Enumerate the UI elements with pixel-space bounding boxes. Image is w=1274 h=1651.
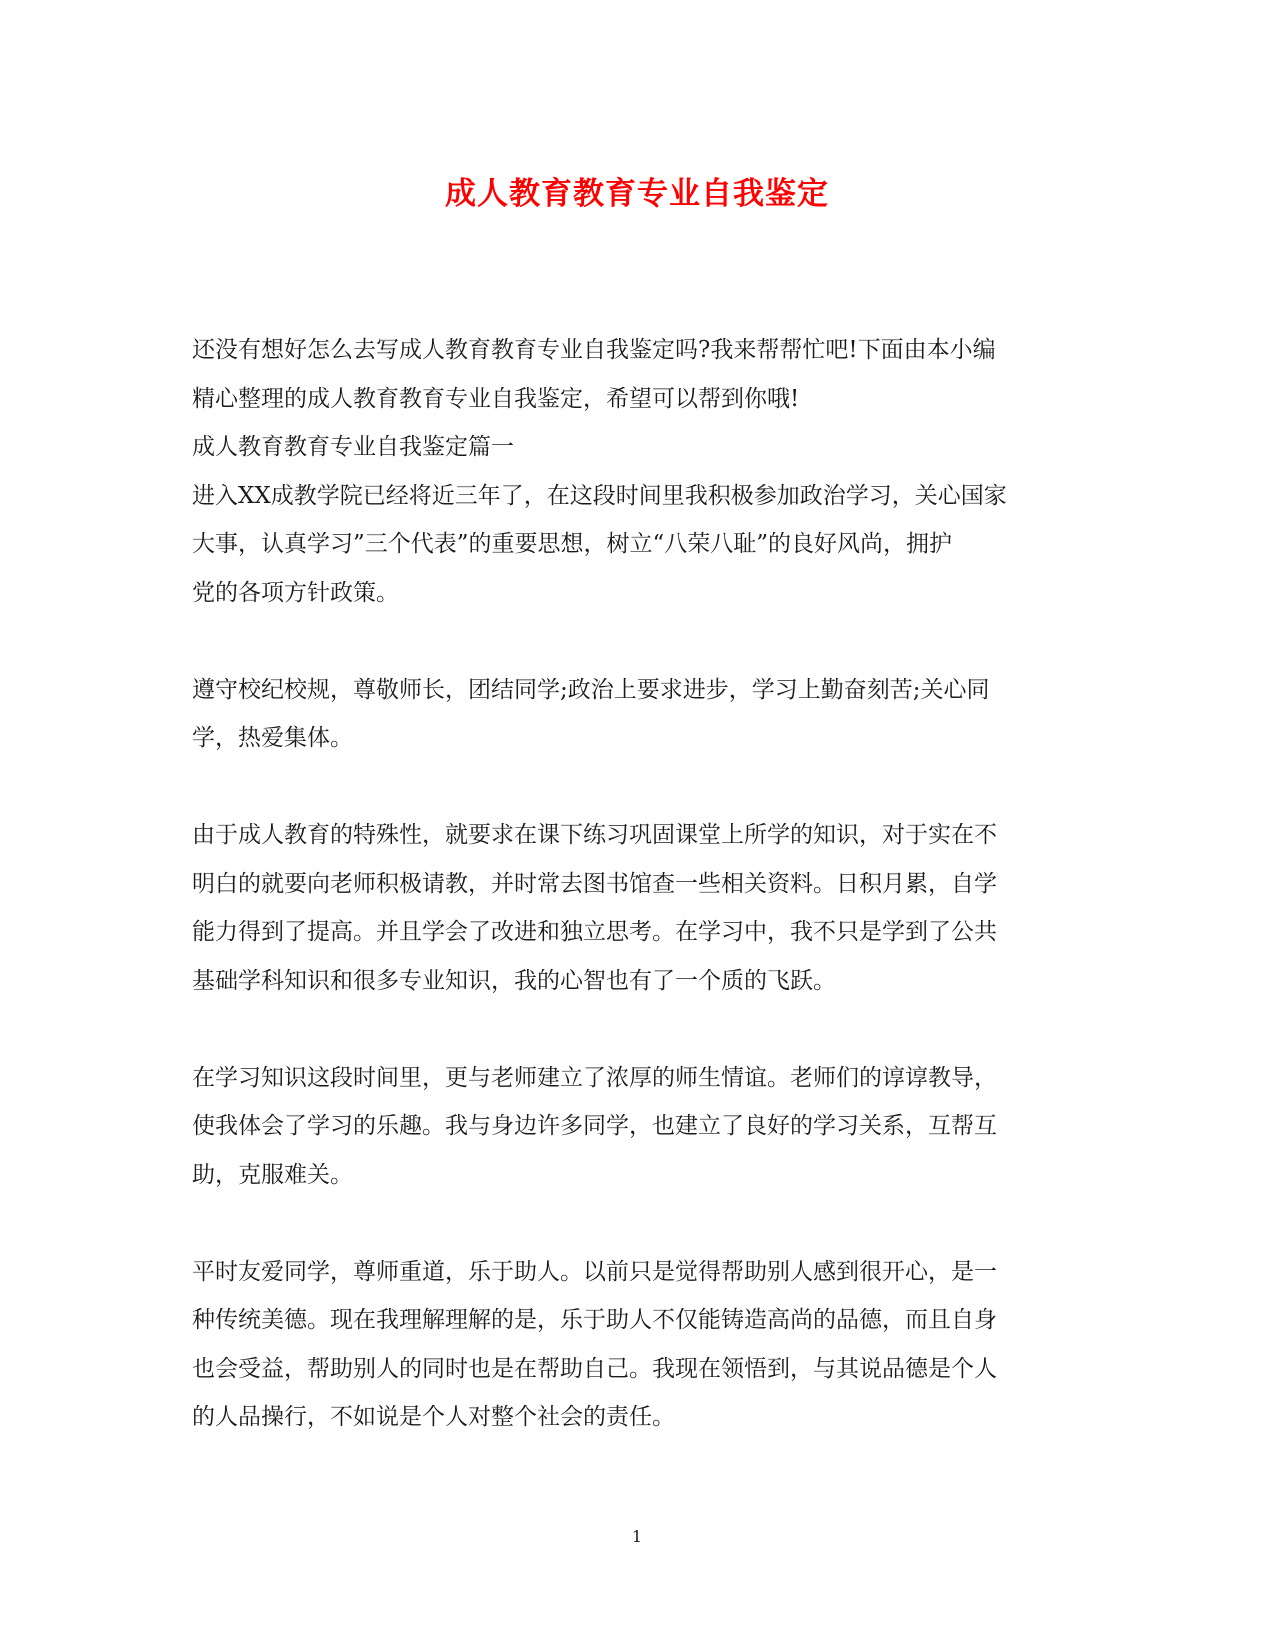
page-number: 1	[631, 1527, 643, 1546]
section-heading: 成人教育教育专业自我鉴定篇一	[192, 434, 514, 460]
paragraph-line: 遵守校纪校规，尊敬师长，团结同学;政治上要求进步，学习上勤奋刻苦;关心同	[192, 676, 990, 703]
paragraph-line: 的人品操行，不如说是个人对整个社会的责任。	[192, 1404, 675, 1430]
paragraph-gap	[192, 1005, 1072, 1054]
paragraph-gap	[192, 763, 1072, 812]
paragraph-line: 平时友爱同学，尊师重道，乐于助人。以前只是觉得帮助别人感到很开心，是一	[192, 1258, 997, 1285]
intro-line: 还没有想好怎么去写成人教育教育专业自我鉴定吗?我来帮帮忙吧!下面由本小编	[192, 337, 996, 363]
paragraph-line: 大事，认真学习”三个代表”的重要思想，树立“八荣八耻”的良好风尚，拥护	[192, 531, 953, 557]
paragraph-line: 学，热爱集体。	[192, 725, 353, 751]
paragraph-line: 由于成人教育的特殊性，就要求在课下练习巩固课堂上所学的知识，对于实在不	[192, 822, 997, 848]
paragraph-line: 在学习知识这段时间里，更与老师建立了浓厚的师生情谊。老师们的谆谆教导，	[192, 1064, 997, 1091]
paragraph-gap	[192, 617, 1072, 666]
paragraph-line: 种传统美德。现在我理解理解的是，乐于助人不仅能铸造高尚的品德，而且自身	[192, 1307, 997, 1333]
paragraph-line: 也会受益，帮助别人的同时也是在帮助自己。我现在领悟到，与其说品德是个人	[192, 1355, 997, 1382]
document-body	[192, 326, 1072, 1442]
paragraph-line: 使我体会了学习的乐趣。我与身边许多同学，也建立了良好的学习关系，互帮互	[192, 1113, 997, 1139]
paragraph-line: 能力得到了提高。并且学会了改进和独立思考。在学习中，我不只是学到了公共	[192, 919, 997, 945]
intro-line: 精心整理的成人教育教育专业自我鉴定，希望可以帮到你哦!	[192, 385, 800, 412]
paragraph-line: 助，克服难关。	[192, 1161, 353, 1188]
paragraph-line: 进入XX成教学院已经将近三年了，在这段时间里我积极参加政治学习，关心国家	[192, 482, 1007, 509]
document-title: 成人教育教育专业自我鉴定	[445, 176, 829, 212]
paragraph-line: 基础学科知识和很多专业知识，我的心智也有了一个质的飞跃。	[192, 967, 836, 994]
paragraph-line: 明白的就要向老师积极请教，并时常去图书馆查一些相关资料。日积月累，自学	[192, 870, 997, 897]
paragraph-line: 党的各项方针政策。	[192, 579, 399, 606]
paragraph-gap	[192, 1199, 1072, 1248]
